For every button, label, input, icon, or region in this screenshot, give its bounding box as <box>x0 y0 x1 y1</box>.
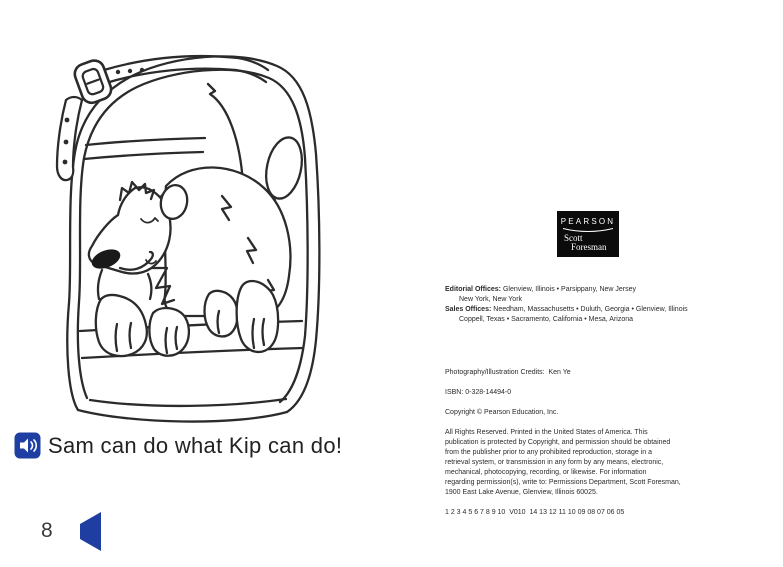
printing-numbers-line: 1 2 3 4 5 6 7 8 9 10 V010 14 13 12 11 10 09 08 07 06 05 <box>445 509 625 516</box>
rights-paragraph <box>445 428 745 498</box>
page-number: 8 <box>41 519 53 542</box>
back-button[interactable] <box>79 519 101 544</box>
back-arrow-icon <box>80 512 101 551</box>
pearson-scott-foresman-logo <box>557 211 619 257</box>
copyright-line: Copyright © Pearson Education, Inc. <box>445 409 559 416</box>
illustration-sleeping-dog-armchair <box>40 48 336 433</box>
rights-line: from the publisher prior to any prohibited reproduction, storage in a <box>445 449 653 456</box>
logo-imprint-bottom: Foresman <box>571 242 607 252</box>
rights-line: All Rights Reserved. Printed in the United States of America. This <box>445 429 648 436</box>
editorial-offices-continuation: New York, New York <box>459 296 523 303</box>
credits-line: Photography/Illustration Credits: Ken Ye <box>445 369 571 376</box>
sales-offices-continuation: Coppell, Texas • Sacramento, California • Mesa, Arizona <box>459 316 634 323</box>
sales-offices-line: Sales Offices: Needham, Massachusetts • Duluth, Georgia • Glenview, Illinois <box>445 306 688 313</box>
editorial-offices-line: Editorial Offices: Glenview, Illinois • Parsippany, New Jersey <box>445 286 637 293</box>
speaker-icon <box>14 432 41 459</box>
isbn-line: ISBN: 0-328-14494-0 <box>445 389 512 396</box>
rights-line: regarding permission(s), write to: Permissions Department, Scott Foresman, <box>445 479 681 486</box>
rights-line: publication is protected by Copyright, and permission should be obtained <box>445 439 671 446</box>
logo-imprint-top: Scott <box>564 233 583 243</box>
rights-line: retrieval system, or transmission in any form by any means, electronic, <box>445 459 664 466</box>
offices-block <box>445 285 745 325</box>
rights-line: 1900 East Lake Avenue, Glenview, Illinois 60025. <box>445 489 598 496</box>
audio-button[interactable] <box>14 432 41 459</box>
logo-brand: PEARSON <box>560 217 616 226</box>
caption-text: Sam can do what Kip can do! <box>48 433 343 458</box>
rights-line: mechanical, photocopying, recording, or likewise. For information <box>445 469 647 476</box>
